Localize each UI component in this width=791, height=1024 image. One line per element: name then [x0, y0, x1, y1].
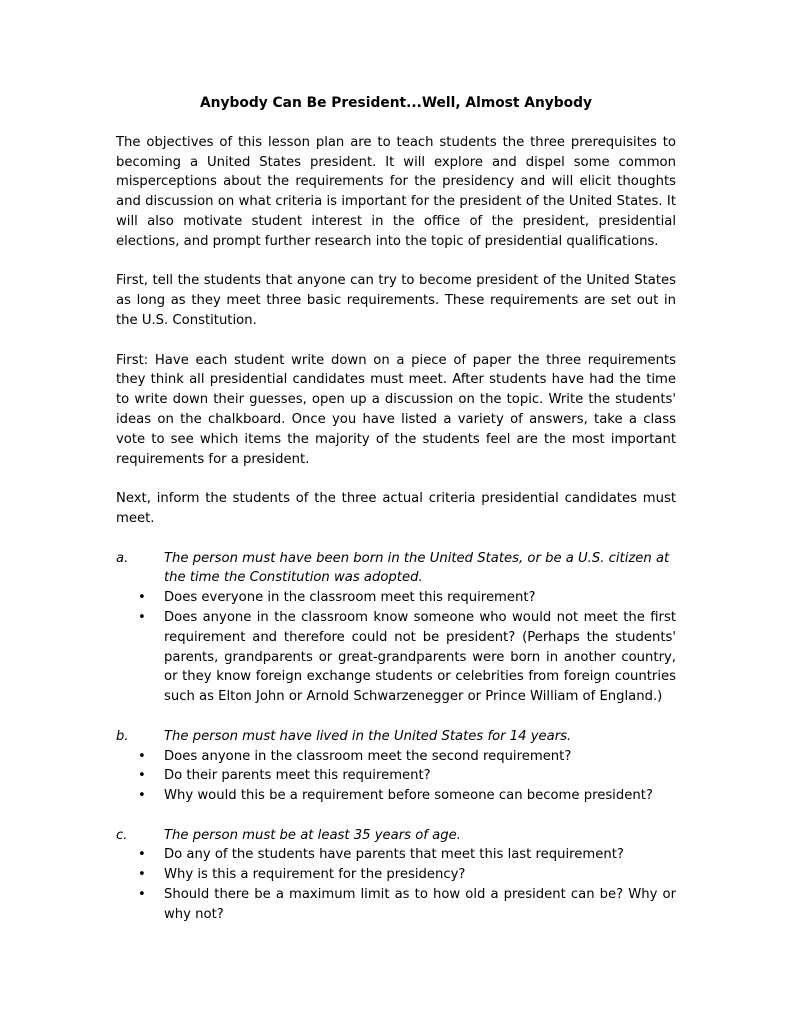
document-title: Anybody Can Be President...Well, Almost Anybody — [199, 95, 593, 111]
requirement-letter: a. — [116, 550, 129, 566]
bullet-icon: • — [138, 887, 146, 903]
list-item — [116, 885, 676, 925]
bullet-icon: • — [138, 847, 146, 863]
list-item — [116, 608, 676, 707]
requirement-c — [116, 826, 676, 925]
question-text: Do their parents meet this requirement? — [164, 768, 431, 784]
list-item — [116, 766, 676, 786]
question-list — [116, 588, 676, 707]
bullet-icon: • — [138, 590, 146, 606]
question-text: Why would this be a requirement before someone can become president? — [164, 788, 653, 804]
requirement-text: The person must have lived in the United States for 14 years. — [164, 728, 572, 744]
question-text: Should there be a maximum limit as to how old a president can be? Why or why not? — [164, 887, 676, 922]
requirement-text: The person must be at least 35 years of age. — [164, 827, 461, 843]
activity-paragraph: First: Have each student write down on a piece of paper the three requirements they think all presidential candidates must meet. After students have had the time to write down their guesses, open up a discussion on the topic. Write the students' ideas on the chalkboard. Once you have listed a variety of answers, take a class vote to see which items the majority of the students feel are the most important requirements for a president. — [116, 352, 676, 467]
list-item — [116, 786, 676, 806]
question-text: Why is this a requirement for the presidency? — [164, 867, 466, 883]
requirement-a — [116, 549, 676, 707]
requirement-text: The person must have been born in the United States, or be a U.S. citizen at the time the Constitution was adopted. — [164, 550, 670, 586]
bullet-icon: • — [138, 768, 146, 784]
question-list — [116, 845, 676, 924]
list-item — [116, 865, 676, 885]
list-item — [116, 845, 676, 865]
requirement-letter: c. — [116, 827, 128, 843]
objectives-paragraph: The objectives of this lesson plan are to teach students the three prerequisites to becoming a United States president. It will explore and dispel some common misperceptions about the requirements for the presidency and will elicit thoughts and discussion on what criteria is important for the president of the United States. It will also motivate student interest in the office of the president, presidential elections, and prompt further research into the topic of presidential qualifications. — [116, 134, 676, 249]
bullet-icon: • — [138, 867, 146, 883]
bullet-icon: • — [138, 788, 146, 804]
question-text: Does anyone in the classroom know someone who would not meet the first requirement and therefore could not be president? (Perhaps the students' parents, grandparents or great-grandparents were born in another country, or they know foreign exchange students or celebrities from foreign countries such as Elton John or Arnold Schwarzenegger or Prince William of England.) — [164, 609, 676, 705]
requirement-letter: b. — [116, 728, 129, 744]
intro-paragraph: First, tell the students that anyone can try to become president of the United States as long as they meet three basic requirements. These requirements are set out in the U.S. Constitution. — [116, 273, 676, 328]
criteria-intro-paragraph: Next, inform the students of the three actual criteria presidential candidates must meet. — [116, 491, 676, 526]
document-page — [116, 94, 676, 944]
bullet-icon: • — [138, 609, 146, 625]
question-text: Do any of the students have parents that meet this last requirement? — [164, 847, 624, 863]
list-item — [116, 747, 676, 767]
requirement-b — [116, 727, 676, 806]
question-list — [116, 747, 676, 806]
question-text: Does everyone in the classroom meet this requirement? — [164, 590, 536, 606]
question-text: Does anyone in the classroom meet the second requirement? — [164, 748, 572, 764]
bullet-icon: • — [138, 748, 146, 764]
list-item — [116, 588, 676, 608]
